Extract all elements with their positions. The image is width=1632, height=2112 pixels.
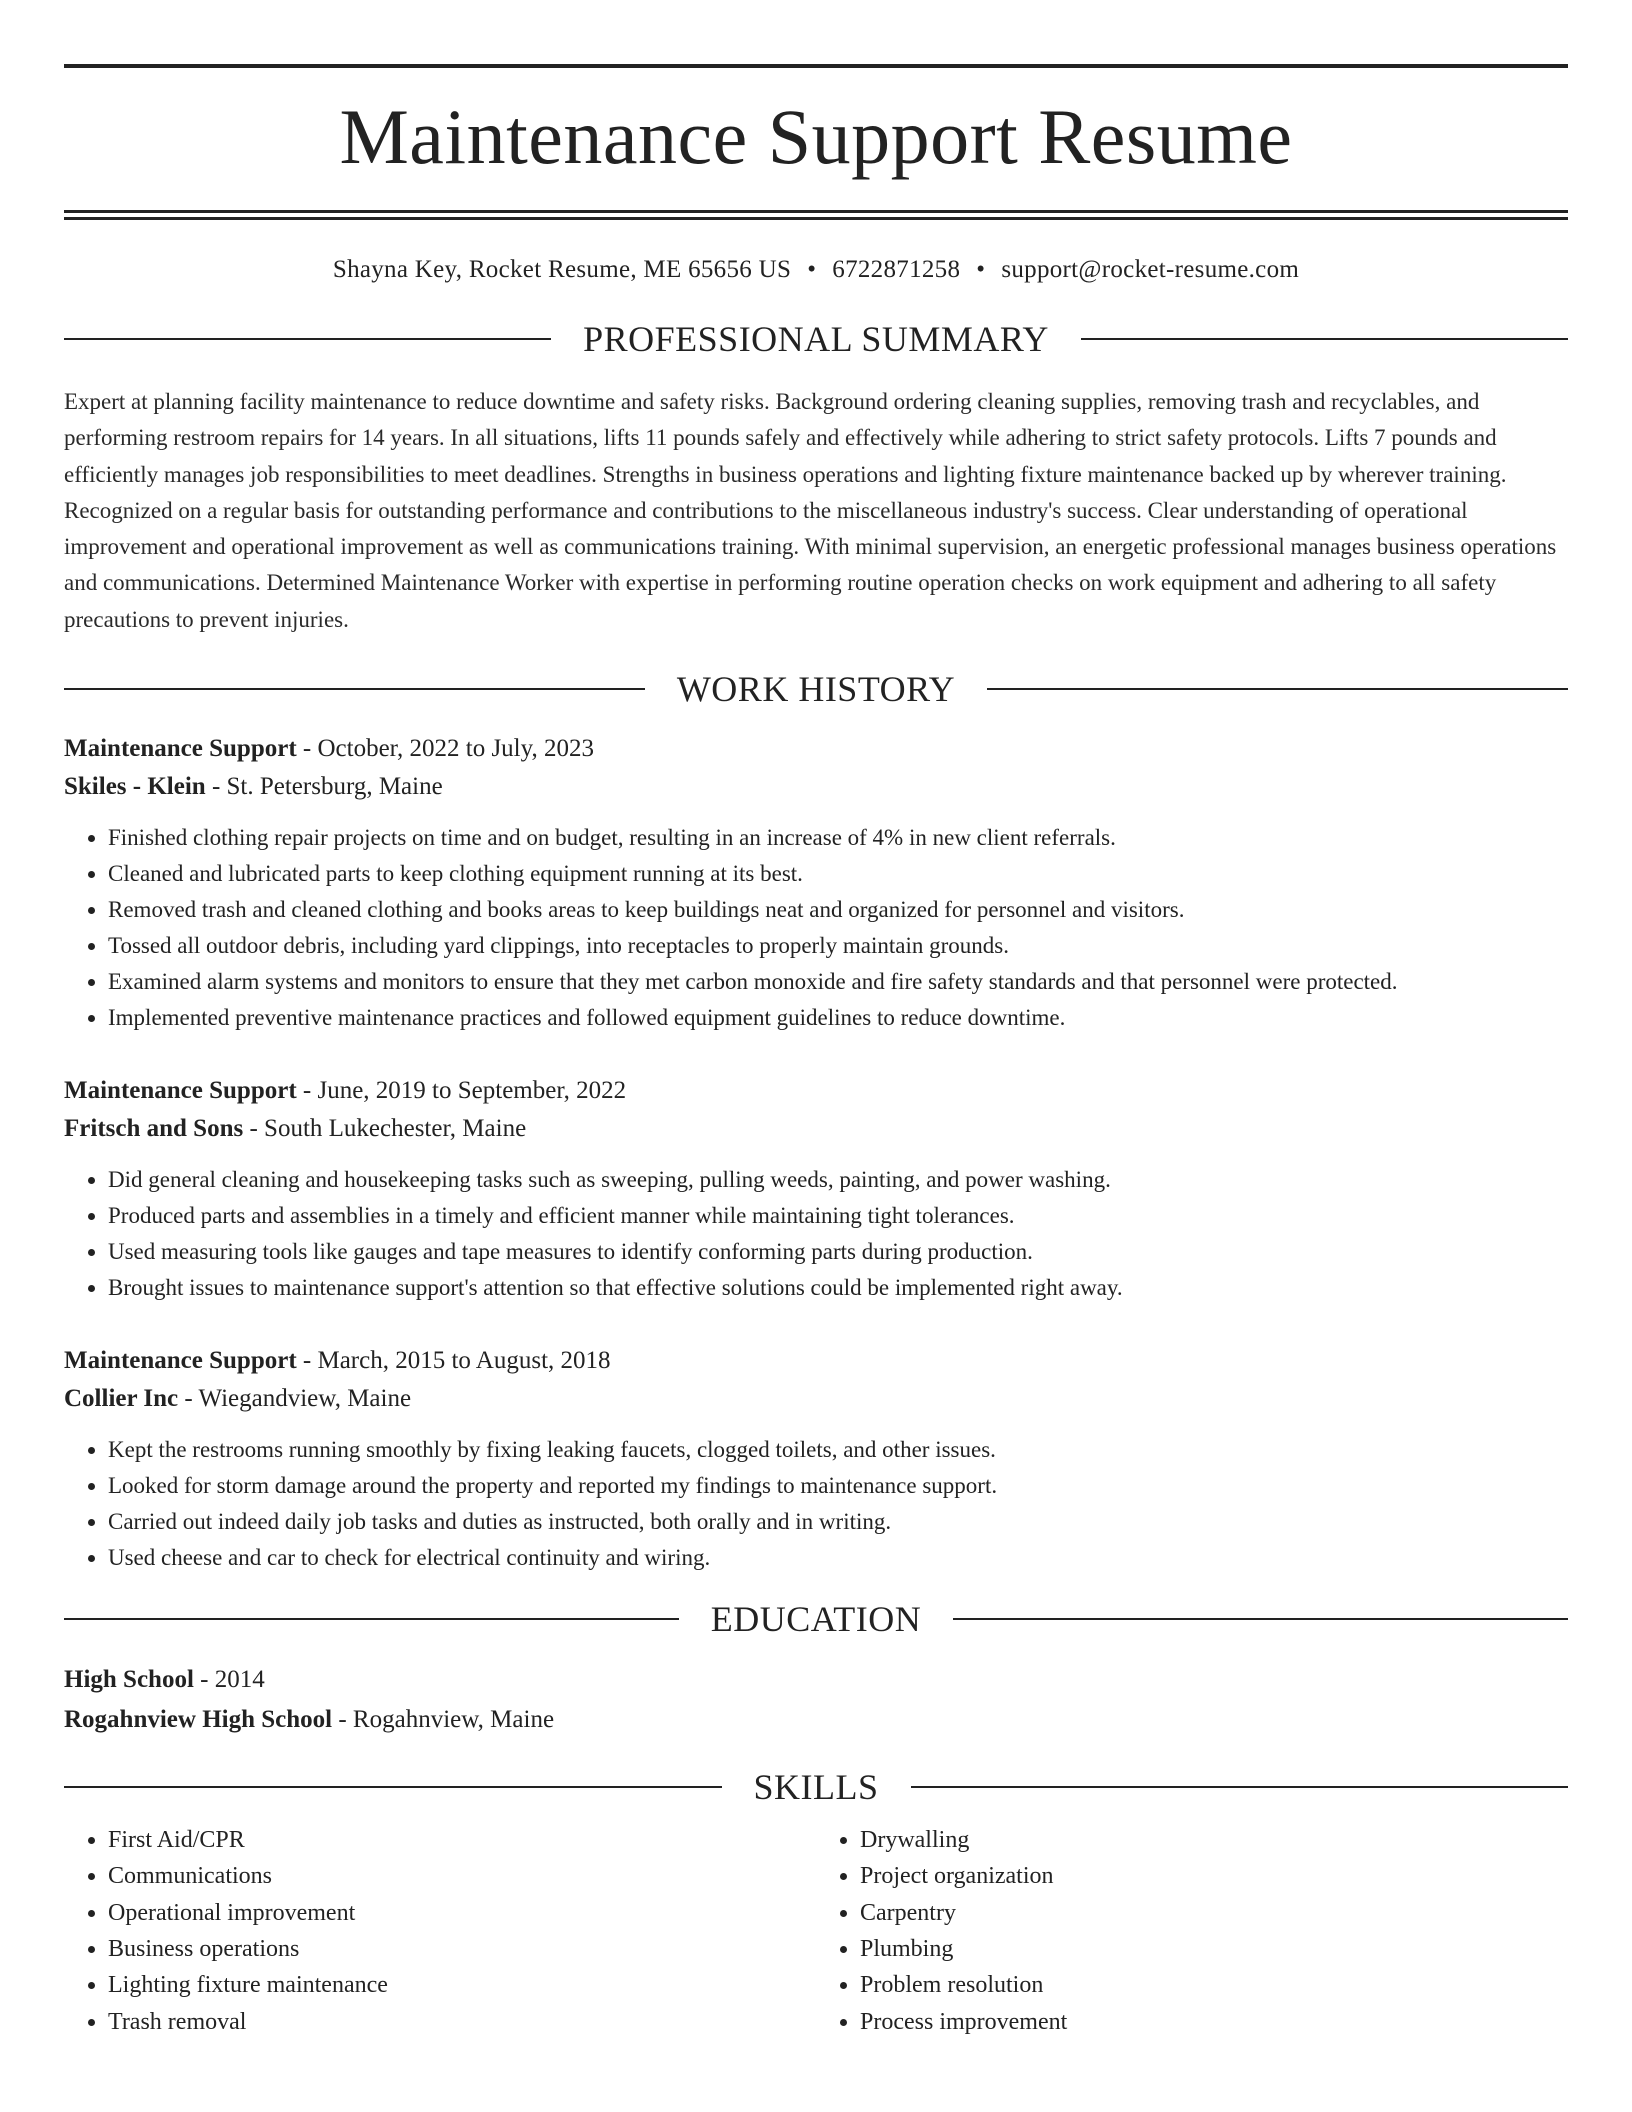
skills-right-list bbox=[816, 1822, 1568, 2040]
list-item: • Project organization bbox=[860, 1858, 1568, 1894]
list-item: • Used measuring tools like gauges and tape measures to identify conforming parts during production. bbox=[108, 1234, 1568, 1270]
job-title-line bbox=[64, 1342, 1568, 1380]
list-item: • Trash removal bbox=[108, 2004, 816, 2040]
job-entry bbox=[64, 1072, 1568, 1306]
resume-page bbox=[64, 64, 1568, 2040]
list-item: • Did general cleaning and housekeeping tasks such as sweeping, pulling weeds, painting, and power washing. bbox=[108, 1162, 1568, 1198]
job-location: - St. Petersburg, Maine bbox=[205, 773, 443, 801]
list-item: • Plumbing bbox=[860, 1931, 1568, 1967]
job-company: Skiles - Klein bbox=[64, 773, 206, 801]
heading-rule bbox=[1081, 338, 1568, 340]
job-company: Collier Inc bbox=[64, 1385, 179, 1413]
education-school: Rogahnview High School bbox=[64, 1706, 333, 1734]
work-heading-label: WORK HISTORY bbox=[676, 669, 956, 710]
job-location: - Wiegandview, Maine bbox=[178, 1385, 412, 1413]
contact-separator: • bbox=[807, 256, 817, 283]
job-company-line bbox=[64, 1380, 1568, 1418]
job-bullets bbox=[64, 1162, 1568, 1306]
heading-rule bbox=[64, 1786, 722, 1788]
list-item: • Cleaned and lubricated parts to keep clothing equipment running at its best. bbox=[108, 856, 1568, 892]
skills-columns bbox=[64, 1822, 1568, 2040]
skills-section-heading bbox=[64, 1766, 1568, 1808]
summary-text: Expert at planning facility maintenance to reduce downtime and safety risks. Background ordering cleaning supplies, removing trash and recyclables, and performing restroom repairs for 14 years. In all situations, lifts 11 pounds safely and effectively while adhering to strict safety protocols. Lifts 7 pounds and efficiently manages job responsibilities to meet deadlines. Strengths in business operations and lighting fixture maintenance backed up by wherever training. Recognized on a regular basis for outstanding performance and contributions to the miscellaneous industry's success. Clear understanding of operational improvement and operational improvement as well as communications training. With minimal supervision, an energetic professional manages business operations and communications. Determined Maintenance Worker with expertise in performing routine operation checks on work equipment and adhering to all safety precautions to prevent injuries. bbox=[64, 389, 1557, 632]
education-entry bbox=[64, 1660, 1568, 1740]
list-item: • Tossed all outdoor debris, including yard clippings, into receptacles to properly maintain grounds. bbox=[108, 928, 1568, 964]
job-company-line bbox=[64, 1110, 1568, 1148]
summary-section-heading bbox=[64, 318, 1568, 360]
list-item: • Carried out indeed daily job tasks and duties as instructed, both orally and in writing. bbox=[108, 1504, 1568, 1540]
heading-rule bbox=[64, 1618, 679, 1620]
list-item: • Finished clothing repair projects on time and on budget, resulting in an increase of 4% in new client referrals. bbox=[108, 820, 1568, 856]
education-year: - 2014 bbox=[193, 1666, 265, 1694]
job-bullets bbox=[64, 820, 1568, 1036]
job-title: Maintenance Support bbox=[64, 1077, 297, 1105]
heading-rule bbox=[64, 338, 551, 340]
job-company: Fritsch and Sons bbox=[64, 1115, 244, 1143]
heading-rule bbox=[987, 688, 1568, 690]
job-dates: - June, 2019 to September, 2022 bbox=[296, 1077, 627, 1105]
contact-email: support@rocket-resume.com bbox=[1001, 256, 1300, 283]
list-item: • First Aid/CPR bbox=[108, 1822, 816, 1858]
education-degree: High School bbox=[64, 1666, 194, 1694]
list-item: • Problem resolution bbox=[860, 1967, 1568, 2003]
job-title-line bbox=[64, 730, 1568, 768]
education-heading-label: EDUCATION bbox=[710, 1599, 922, 1640]
contact-phone: 6722871258 bbox=[832, 256, 961, 283]
skills-heading-label: SKILLS bbox=[753, 1767, 879, 1808]
education-school-line bbox=[64, 1700, 1568, 1740]
job-company-line bbox=[64, 768, 1568, 806]
education-section-heading bbox=[64, 1598, 1568, 1640]
list-item: • Carpentry bbox=[860, 1895, 1568, 1931]
work-section-heading bbox=[64, 668, 1568, 710]
contact-address: Shayna Key, Rocket Resume, ME 65656 US bbox=[332, 256, 792, 283]
list-item: • Produced parts and assemblies in a timely and efficient manner while maintaining tight tolerances. bbox=[108, 1198, 1568, 1234]
contact-separator: • bbox=[976, 256, 986, 283]
heading-rule bbox=[911, 1786, 1569, 1788]
job-entry bbox=[64, 1342, 1568, 1576]
top-rule bbox=[64, 64, 1568, 68]
list-item: • Used cheese and car to check for electrical continuity and wiring. bbox=[108, 1540, 1568, 1576]
list-item: • Brought issues to maintenance support's attention so that effective solutions could be implemented right away. bbox=[108, 1270, 1568, 1306]
job-dates: - October, 2022 to July, 2023 bbox=[296, 735, 594, 763]
list-item: • Implemented preventive maintenance practices and followed equipment guidelines to reduce downtime. bbox=[108, 1000, 1568, 1036]
resume-title: Maintenance Support Resume bbox=[339, 93, 1293, 180]
skills-left-list bbox=[64, 1822, 816, 2040]
list-item: • Business operations bbox=[108, 1931, 816, 1967]
heading-rule bbox=[64, 688, 645, 690]
list-item: • Operational improvement bbox=[108, 1895, 816, 1931]
job-title: Maintenance Support bbox=[64, 1347, 297, 1375]
summary-heading-label: PROFESSIONAL SUMMARY bbox=[583, 319, 1049, 359]
list-item: • Examined alarm systems and monitors to ensure that they met carbon monoxide and fire safety standards and that personnel were protected. bbox=[108, 964, 1568, 1000]
job-title-line bbox=[64, 1072, 1568, 1110]
heading-rule bbox=[953, 1618, 1568, 1620]
job-bullets bbox=[64, 1432, 1568, 1576]
education-location: - Rogahnview, Maine bbox=[332, 1706, 555, 1734]
contact-line bbox=[64, 256, 1568, 284]
job-entry bbox=[64, 730, 1568, 1036]
list-item: • Kept the restrooms running smoothly by fixing leaking faucets, clogged toilets, and other issues. bbox=[108, 1432, 1568, 1468]
list-item: • Looked for storm damage around the property and reported my findings to maintenance support. bbox=[108, 1468, 1568, 1504]
list-item: • Removed trash and cleaned clothing and books areas to keep buildings neat and organized for personnel and visitors. bbox=[108, 892, 1568, 928]
job-title: Maintenance Support bbox=[64, 735, 297, 763]
job-dates: - March, 2015 to August, 2018 bbox=[296, 1347, 611, 1375]
list-item: • Process improvement bbox=[860, 2004, 1568, 2040]
list-item: • Drywalling bbox=[860, 1822, 1568, 1858]
title-double-rule bbox=[64, 210, 1568, 220]
education-degree-line bbox=[64, 1660, 1568, 1700]
list-item: • Lighting fixture maintenance bbox=[108, 1967, 816, 2003]
job-location: - South Lukechester, Maine bbox=[243, 1115, 527, 1143]
list-item: • Communications bbox=[108, 1858, 816, 1894]
